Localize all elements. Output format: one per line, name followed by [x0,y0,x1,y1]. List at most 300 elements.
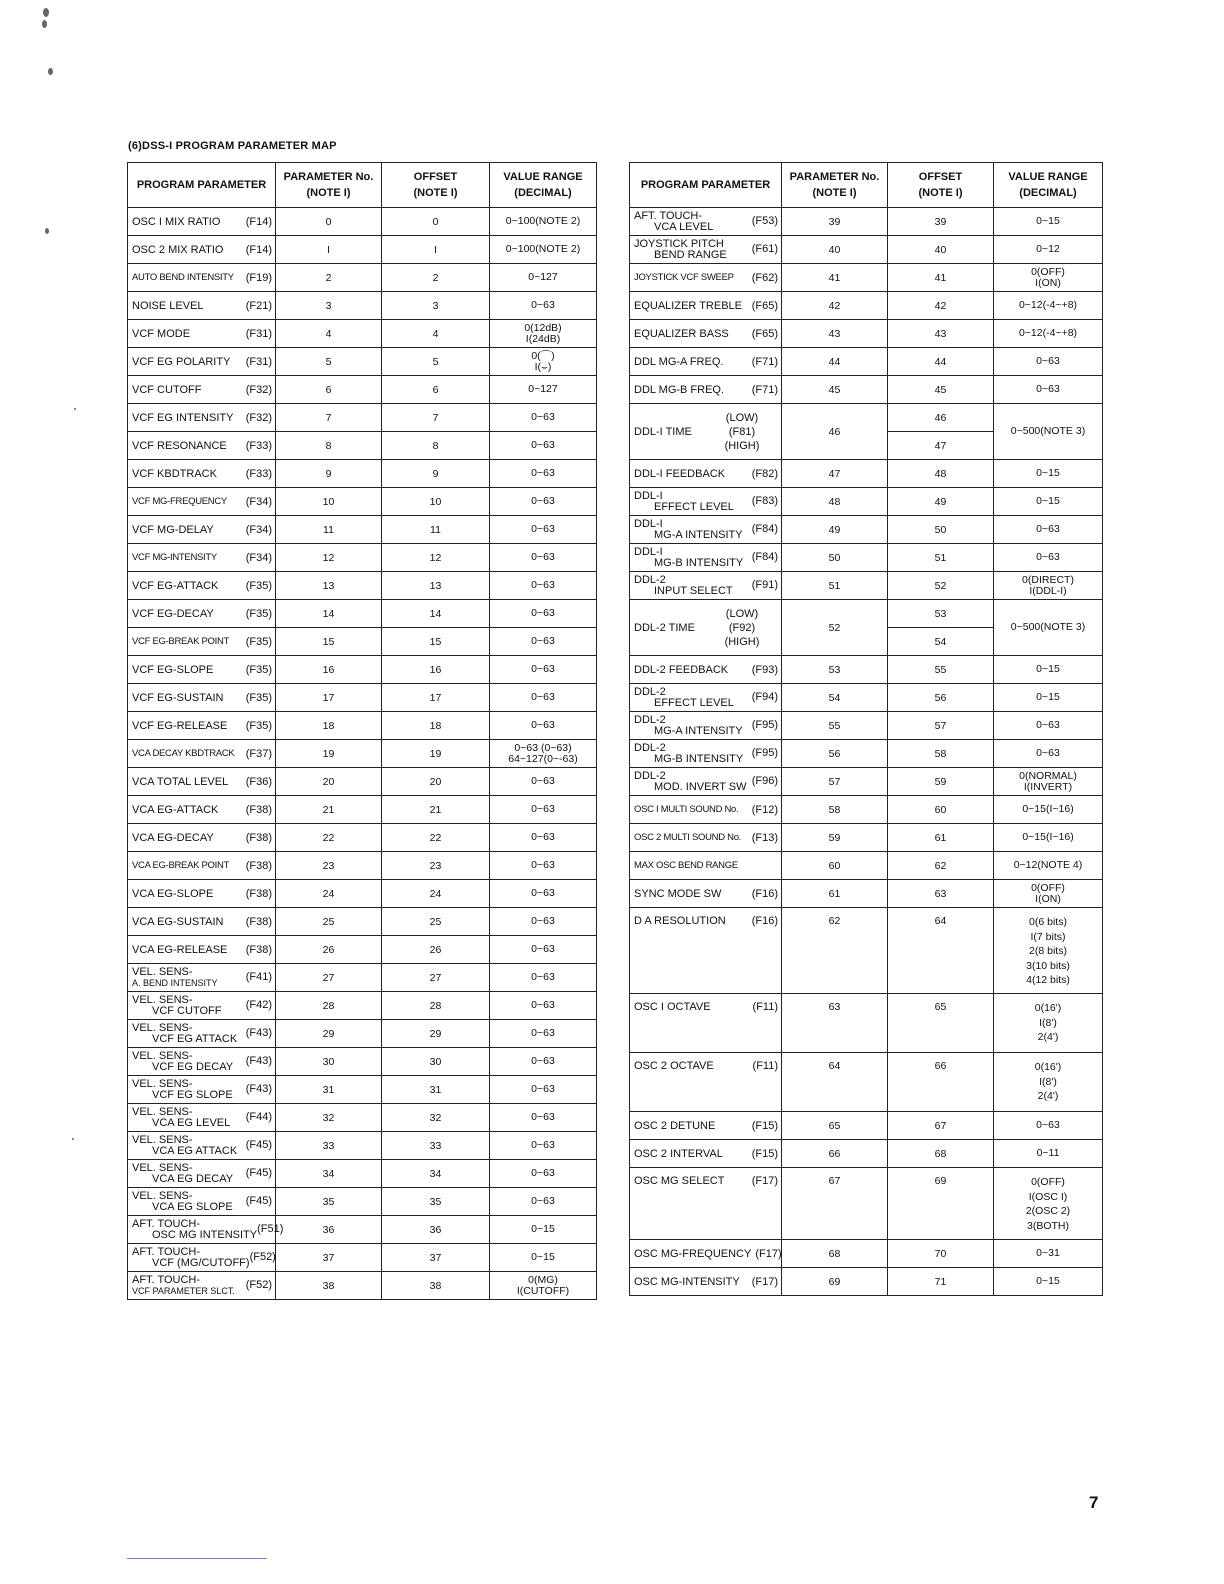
offset-cell: 60 [888,796,994,824]
table-row [128,404,597,432]
table-row [630,572,1103,600]
table-row [128,1244,597,1272]
param-cell: VCA TOTAL LEVEL (F36) [128,768,276,796]
range-cell: 0~63 [490,852,597,880]
param-no-cell: 61 [782,880,888,908]
offset-cell: 38 [382,1272,490,1300]
param-cell: VCF MG-INTENSITY (F34) [128,544,276,572]
param-no-cell: 66 [782,1140,888,1168]
offset-cell: 9 [382,460,490,488]
param-cell: OSC I OCTAVE (F11) [630,994,782,1053]
param-no-cell: 69 [782,1268,888,1296]
offset-cell: 61 [888,824,994,852]
param-cell: OSC 2 MULTI SOUND No. (F13) [630,824,782,852]
param-cell: OSC MG-INTENSITY (F17) [630,1268,782,1296]
param-no-cell: 36 [276,1216,382,1244]
table-row [128,628,597,656]
range-cell: 0~12(NOTE 4) [994,852,1103,880]
table-row [128,264,597,292]
param-cell: OSC 2 INTERVAL (F15) [630,1140,782,1168]
offset-cell: 39 [888,208,994,236]
offset-cell: 70 [888,1240,994,1268]
table-row [128,544,597,572]
offset-cell: 5 [382,348,490,376]
table-row [128,1104,597,1132]
param-cell: DDL-2 TIME (LOW) (F92) (HIGH) [630,600,782,656]
param-cell: OSC 2 MIX RATIO (F14) [128,236,276,264]
param-cell: AFT. TOUCH- VCF (MG/CUTOFF) (F52) [128,1244,276,1272]
param-no-cell: 37 [276,1244,382,1272]
range-cell: 0~63 [490,964,597,992]
param-no-cell: 56 [782,740,888,768]
param-cell: VCF EG-SUSTAIN (F35) [128,684,276,712]
param-cell: DDL-I MG-A INTENSITY (F84) [630,516,782,544]
range-cell: 0~127 [490,376,597,404]
range-cell: 0~15 [994,460,1103,488]
param-no-cell: 67 [782,1168,888,1240]
range-cell: 0~500(NOTE 3) [994,404,1103,460]
param-cell: OSC MG-FREQUENCY (F17) [630,1240,782,1268]
range-cell: 0~63 [994,516,1103,544]
table-row [630,600,1103,628]
offset-cell: 40 [888,236,994,264]
range-cell: 0(NORMAL) I(INVERT) [994,768,1103,796]
header-value-range: VALUE RANGE (DECIMAL) [490,163,597,208]
param-no-cell: 52 [782,600,888,656]
param-no-cell: 68 [782,1240,888,1268]
table-row [630,852,1103,880]
param-no-cell: 24 [276,880,382,908]
param-cell: NOISE LEVEL (F21) [128,292,276,320]
offset-cell: 68 [888,1140,994,1168]
offset-cell: 7 [382,404,490,432]
param-no-cell: 65 [782,1112,888,1140]
param-no-cell: 53 [782,656,888,684]
parameter-table-left [127,162,597,1300]
param-no-cell: 31 [276,1076,382,1104]
table-row [128,208,597,236]
table-row [128,516,597,544]
table-row [128,1048,597,1076]
table-row [630,376,1103,404]
table-header-row [630,163,1103,208]
param-cell: VCF EG-DECAY (F35) [128,600,276,628]
param-no-cell: 30 [276,1048,382,1076]
table-row [128,488,597,516]
param-no-cell: 48 [782,488,888,516]
param-cell: AFT. TOUCH- OSC MG INTENSITY (F51) [128,1216,276,1244]
table-row [128,572,597,600]
param-cell: VCA EG-RELEASE (F38) [128,936,276,964]
param-no-cell: 44 [782,348,888,376]
range-cell: 0~63 [490,1104,597,1132]
offset-cell: 57 [888,712,994,740]
range-cell: 0~63 [490,516,597,544]
param-cell: VCF EG-BREAK POINT (F35) [128,628,276,656]
param-no-cell: 38 [276,1272,382,1300]
param-cell: DDL-I EFFECT LEVEL (F83) [630,488,782,516]
left-table-body [128,208,597,1300]
range-cell: 0~15 [994,208,1103,236]
range-cell: 0(DIRECT) I(DDL-I) [994,572,1103,600]
param-cell: VCF EG INTENSITY (F32) [128,404,276,432]
range-cell: 0~63 [490,712,597,740]
range-cell: 0~63 [490,992,597,1020]
table-row [128,964,597,992]
range-cell: 0~63 [994,712,1103,740]
table-row [128,1188,597,1216]
scan-speck [43,8,49,17]
range-cell: 0(⌒) I(⌣) [490,348,597,376]
table-row [128,908,597,936]
param-no-cell: 45 [782,376,888,404]
scan-speck [72,1138,74,1140]
table-row [630,236,1103,264]
table-row [630,908,1103,994]
range-cell: 0~15(I~16) [994,796,1103,824]
offset-cell: 12 [382,544,490,572]
offset-cell: 44 [888,348,994,376]
parameter-table-right [629,162,1103,1296]
param-cell: OSC I MULTI SOUND No. (F12) [630,796,782,824]
table-row [128,460,597,488]
offset-cell: 36 [382,1216,490,1244]
offset-cell: 50 [888,516,994,544]
param-no-cell: 49 [782,516,888,544]
table-row [630,348,1103,376]
offset-cell: 64 [888,908,994,994]
offset-cell: 65 [888,994,994,1053]
param-no-cell: 32 [276,1104,382,1132]
param-cell: VCA EG-BREAK POINT (F38) [128,852,276,880]
offset-cell: 19 [382,740,490,768]
param-cell: AFT. TOUCH- VCA LEVEL (F53) [630,208,782,236]
offset-cell: I [382,236,490,264]
param-cell: VEL. SENS- VCA EG DECAY (F45) [128,1160,276,1188]
range-cell: 0~15 [994,1268,1103,1296]
param-cell: DDL-I FEEDBACK (F82) [630,460,782,488]
range-cell: 0~63 [490,1132,597,1160]
param-no-cell: 4 [276,320,382,348]
range-cell: 0(16') I(8') 2(4') [994,994,1103,1053]
param-no-cell: 47 [782,460,888,488]
range-cell: 0~63 [490,292,597,320]
table-header-row [128,163,597,208]
range-cell: 0~63 [490,600,597,628]
offset-cell: 4 [382,320,490,348]
param-cell: DDL-2 FEEDBACK (F93) [630,656,782,684]
param-no-cell: 15 [276,628,382,656]
param-cell: DDL MG-A FREQ. (F71) [630,348,782,376]
param-cell: VCF EG-ATTACK (F35) [128,572,276,600]
param-no-cell: 3 [276,292,382,320]
table-row [128,1076,597,1104]
header-parameter-no: PARAMETER No. (NOTE I) [782,163,888,208]
param-no-cell: 60 [782,852,888,880]
table-row [630,740,1103,768]
range-cell: 0~63 [994,544,1103,572]
param-cell: DDL-I TIME (LOW) (F81) (HIGH) [630,404,782,460]
scan-speck [45,228,49,234]
offset-cell: 32 [382,1104,490,1132]
range-cell: 0~63 [490,936,597,964]
param-no-cell: 46 [782,404,888,460]
range-cell: 0~15 [490,1244,597,1272]
table-row [128,740,597,768]
offset-cell: 26 [382,936,490,964]
offset-cell-high: 54 [888,628,994,656]
range-cell: 0~31 [994,1240,1103,1268]
table-row [128,236,597,264]
param-no-cell: 39 [782,208,888,236]
table-row [128,600,597,628]
table-row [630,1140,1103,1168]
range-cell: 0~63 [994,348,1103,376]
table-row [630,1053,1103,1112]
table-row [630,880,1103,908]
range-cell: 0~100(NOTE 2) [490,208,597,236]
table-row [128,376,597,404]
param-cell: EQUALIZER TREBLE (F65) [630,292,782,320]
param-no-cell: 51 [782,572,888,600]
offset-cell: 55 [888,656,994,684]
table-row [630,684,1103,712]
table-row [630,460,1103,488]
param-cell: D A RESOLUTION (F16) [630,908,782,994]
param-cell: VEL. SENS- VCF CUTOFF (F42) [128,992,276,1020]
table-row [128,768,597,796]
range-cell: 0~63 [490,460,597,488]
table-row [630,768,1103,796]
range-cell: 0(12dB) I(24dB) [490,320,597,348]
range-cell: 0~127 [490,264,597,292]
table-row [128,1020,597,1048]
param-no-cell: 5 [276,348,382,376]
range-cell: 0~63 [490,628,597,656]
range-cell: 0~11 [994,1140,1103,1168]
offset-cell: 42 [888,292,994,320]
param-cell: VCF MODE (F31) [128,320,276,348]
table-row [128,432,597,460]
table-row [128,292,597,320]
range-cell: 0~63 [490,1076,597,1104]
offset-cell: 35 [382,1188,490,1216]
range-cell: 0~63 [994,740,1103,768]
offset-cell: 20 [382,768,490,796]
offset-cell: 18 [382,712,490,740]
range-cell: 0~63 [490,824,597,852]
param-no-cell: 54 [782,684,888,712]
offset-cell: 11 [382,516,490,544]
param-no-cell: 58 [782,796,888,824]
offset-cell: 58 [888,740,994,768]
range-cell: 0(MG) I(CUTOFF) [490,1272,597,1300]
range-cell: 0~63 [490,768,597,796]
offset-cell: 37 [382,1244,490,1272]
range-cell: 0~63 [490,572,597,600]
offset-cell: 62 [888,852,994,880]
param-no-cell: 55 [782,712,888,740]
param-no-cell: 57 [782,768,888,796]
range-cell: 0~63 [490,404,597,432]
table-row [630,994,1103,1053]
range-cell: 0~63 [490,1020,597,1048]
table-row [128,1160,597,1188]
param-no-cell: 63 [782,994,888,1053]
header-program-parameter: PROGRAM PARAMETER [630,163,782,208]
table-row [128,656,597,684]
offset-cell: 63 [888,880,994,908]
param-no-cell: 50 [782,544,888,572]
table-row [630,796,1103,824]
offset-cell: 24 [382,880,490,908]
param-no-cell: 43 [782,320,888,348]
table-row [630,404,1103,432]
range-cell: 0~15 [490,1216,597,1244]
param-cell: DDL-2 MG-A INTENSITY (F95) [630,712,782,740]
range-cell: 0~12(-4~+8) [994,292,1103,320]
param-cell: OSC I MIX RATIO (F14) [128,208,276,236]
offset-cell: 2 [382,264,490,292]
range-cell: 0~15(I~16) [994,824,1103,852]
param-cell: DDL-2 MOD. INVERT SW (F96) [630,768,782,796]
offset-cell: 22 [382,824,490,852]
table-row [630,1168,1103,1240]
range-cell: 0~63 [490,684,597,712]
table-row [630,516,1103,544]
table-row [128,824,597,852]
param-cell: VCA DECAY KBDTRACK (F37) [128,740,276,768]
range-cell: 0~63 [490,1160,597,1188]
param-no-cell: 64 [782,1053,888,1112]
param-no-cell: 2 [276,264,382,292]
offset-cell: 67 [888,1112,994,1140]
table-row [630,712,1103,740]
param-cell: VEL. SENS- VCF EG ATTACK (F43) [128,1020,276,1048]
scan-speck [74,408,76,410]
table-row [630,1268,1103,1296]
offset-cell-low: 46 [888,404,994,432]
table-row [128,852,597,880]
param-no-cell: 10 [276,488,382,516]
table-row [630,1240,1103,1268]
param-no-cell: 18 [276,712,382,740]
range-cell: 0~63 [490,908,597,936]
param-cell: VEL. SENS- VCA EG SLOPE (F45) [128,1188,276,1216]
param-no-cell: 17 [276,684,382,712]
param-no-cell: 13 [276,572,382,600]
table-row [128,712,597,740]
table-row [630,208,1103,236]
param-no-cell: 20 [276,768,382,796]
range-cell: 0~63 [490,432,597,460]
param-no-cell: 40 [782,236,888,264]
scan-speck [48,68,53,75]
page-number: 7 [1089,1493,1099,1512]
param-cell: VCF RESONANCE (F33) [128,432,276,460]
table-row [630,1112,1103,1140]
param-no-cell: 12 [276,544,382,572]
param-no-cell: 8 [276,432,382,460]
param-no-cell: 62 [782,908,888,994]
offset-cell: 17 [382,684,490,712]
param-cell: AUTO BEND INTENSITY (F19) [128,264,276,292]
offset-cell: 8 [382,432,490,460]
header-offset: OFFSET (NOTE I) [888,163,994,208]
param-no-cell: I [276,236,382,264]
table-row [630,656,1103,684]
footer-rule [127,1558,267,1559]
param-no-cell: 14 [276,600,382,628]
table-row [630,488,1103,516]
table-row [128,936,597,964]
table-row [128,1216,597,1244]
range-cell: 0(OFF) I(ON) [994,264,1103,292]
offset-cell: 31 [382,1076,490,1104]
param-no-cell: 19 [276,740,382,768]
param-cell: DDL-2 EFFECT LEVEL (F94) [630,684,782,712]
param-cell: DDL-2 INPUT SELECT (F91) [630,572,782,600]
offset-cell: 27 [382,964,490,992]
range-cell: 0~63 [490,656,597,684]
range-cell: 0(16') I(8') 2(4') [994,1053,1103,1112]
range-cell: 0~63 [490,796,597,824]
offset-cell: 51 [888,544,994,572]
offset-cell: 48 [888,460,994,488]
param-cell: VCA EG-ATTACK (F38) [128,796,276,824]
table-row [128,992,597,1020]
offset-cell: 13 [382,572,490,600]
offset-cell: 33 [382,1132,490,1160]
param-cell: VEL. SENS- VCA EG ATTACK (F45) [128,1132,276,1160]
offset-cell: 45 [888,376,994,404]
param-cell: VCF MG-FREQUENCY (F34) [128,488,276,516]
offset-cell: 56 [888,684,994,712]
range-cell: 0(6 bits) I(7 bits) 2(8 bits) 3(10 bits) 4(12 bits) [994,908,1103,994]
table-row [630,292,1103,320]
param-cell: VCF MG-DELAY (F34) [128,516,276,544]
offset-cell: 28 [382,992,490,1020]
table-row [630,264,1103,292]
param-cell: VCF CUTOFF (F32) [128,376,276,404]
table-row [128,1272,597,1300]
range-cell: 0~15 [994,488,1103,516]
param-cell: VEL. SENS- VCF EG SLOPE (F43) [128,1076,276,1104]
offset-cell: 23 [382,852,490,880]
param-no-cell: 23 [276,852,382,880]
range-cell: 0(OFF) I(ON) [994,880,1103,908]
offset-cell: 6 [382,376,490,404]
param-no-cell: 7 [276,404,382,432]
param-no-cell: 33 [276,1132,382,1160]
table-row [128,880,597,908]
header-offset: OFFSET (NOTE I) [382,163,490,208]
offset-cell: 43 [888,320,994,348]
offset-cell: 0 [382,208,490,236]
param-cell: VEL. SENS- VCA EG LEVEL (F44) [128,1104,276,1132]
document-title: (6)DSS-I PROGRAM PARAMETER MAP [128,140,337,152]
range-cell: 0~15 [994,684,1103,712]
param-cell: VCF KBDTRACK (F33) [128,460,276,488]
param-no-cell: 11 [276,516,382,544]
offset-cell: 21 [382,796,490,824]
range-cell: 0~63 [490,1048,597,1076]
param-no-cell: 29 [276,1020,382,1048]
param-cell: VCF EG-SLOPE (F35) [128,656,276,684]
param-no-cell: 22 [276,824,382,852]
param-no-cell: 35 [276,1188,382,1216]
param-cell: JOYSTICK VCF SWEEP (F62) [630,264,782,292]
